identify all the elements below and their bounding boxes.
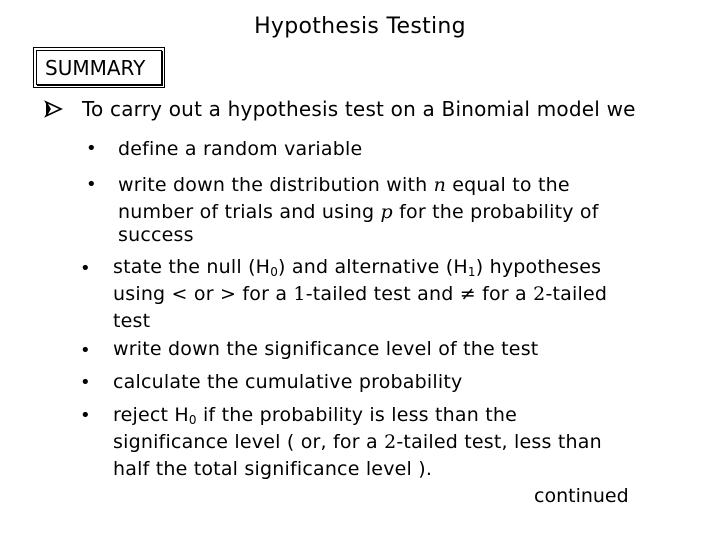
- variable-p: p: [380, 201, 393, 223]
- item-text: -tailed test and: [305, 283, 460, 305]
- item-line: [113, 456, 703, 483]
- item-text: write down the significance level of the test: [113, 338, 539, 360]
- summary-label: SUMMARY: [45, 56, 146, 80]
- item-text: -tailed: [545, 283, 608, 305]
- lead-text: To carry out a hypothesis test on a Binomial model we: [82, 97, 636, 121]
- list-item: [113, 369, 703, 396]
- item-text: state the null (H: [113, 256, 271, 278]
- bullet-dot: •: [86, 174, 97, 195]
- item-line: [113, 429, 703, 456]
- bullet-dot: •: [86, 138, 97, 159]
- item-line: [118, 199, 708, 226]
- lead-line: [44, 97, 636, 123]
- item-text: calculate the cumulative probability: [113, 371, 463, 393]
- item-text: define a random variable: [118, 138, 363, 160]
- subscript: 0: [188, 413, 197, 427]
- continued-label: continued: [534, 485, 629, 507]
- page-title: Hypothesis Testing: [254, 14, 466, 39]
- item-line: [113, 281, 703, 308]
- bullet-dot: •: [80, 340, 91, 361]
- number-two: 2: [384, 431, 397, 453]
- variable-n: n: [433, 174, 447, 196]
- list-item: [113, 402, 703, 483]
- list-item: [113, 254, 703, 335]
- item-text: significance level ( or, for a: [113, 431, 385, 453]
- arrow-bullet-icon: [44, 99, 70, 123]
- item-text: for a: [475, 283, 534, 305]
- item-text: number of trials and using: [118, 201, 381, 223]
- list-item: [118, 172, 708, 244]
- item-text: half the total significance level ).: [113, 458, 433, 480]
- item-text: test: [113, 310, 151, 332]
- item-text: -tailed test, less than: [396, 431, 602, 453]
- number-two: 2: [533, 283, 546, 305]
- item-line: [118, 226, 708, 244]
- number-one: 1: [293, 283, 306, 305]
- item-line: [113, 308, 703, 335]
- not-equal-symbol: ≠: [459, 283, 476, 305]
- item-line: [118, 172, 708, 199]
- item-text: for the probability of: [392, 201, 599, 223]
- subscript: 0: [270, 265, 279, 279]
- item-line: [113, 402, 703, 429]
- item-text: ) hypotheses: [475, 256, 602, 278]
- item-line: [113, 254, 703, 281]
- item-text: success: [118, 224, 194, 246]
- bullet-dot: •: [80, 372, 91, 393]
- list-item: [113, 336, 703, 363]
- item-text: using < or > for a: [113, 283, 294, 305]
- item-text: write down the distribution with: [118, 174, 434, 196]
- subscript: 1: [467, 265, 476, 279]
- list-item: [118, 136, 708, 163]
- bullet-dot: •: [80, 258, 91, 279]
- item-text: ) and alternative (H: [278, 256, 468, 278]
- summary-label-box: [36, 50, 162, 85]
- item-text: reject H: [113, 404, 189, 426]
- bullet-dot: •: [80, 405, 91, 426]
- item-text: equal to the: [446, 174, 570, 196]
- item-text: if the probability is less than the: [196, 404, 518, 426]
